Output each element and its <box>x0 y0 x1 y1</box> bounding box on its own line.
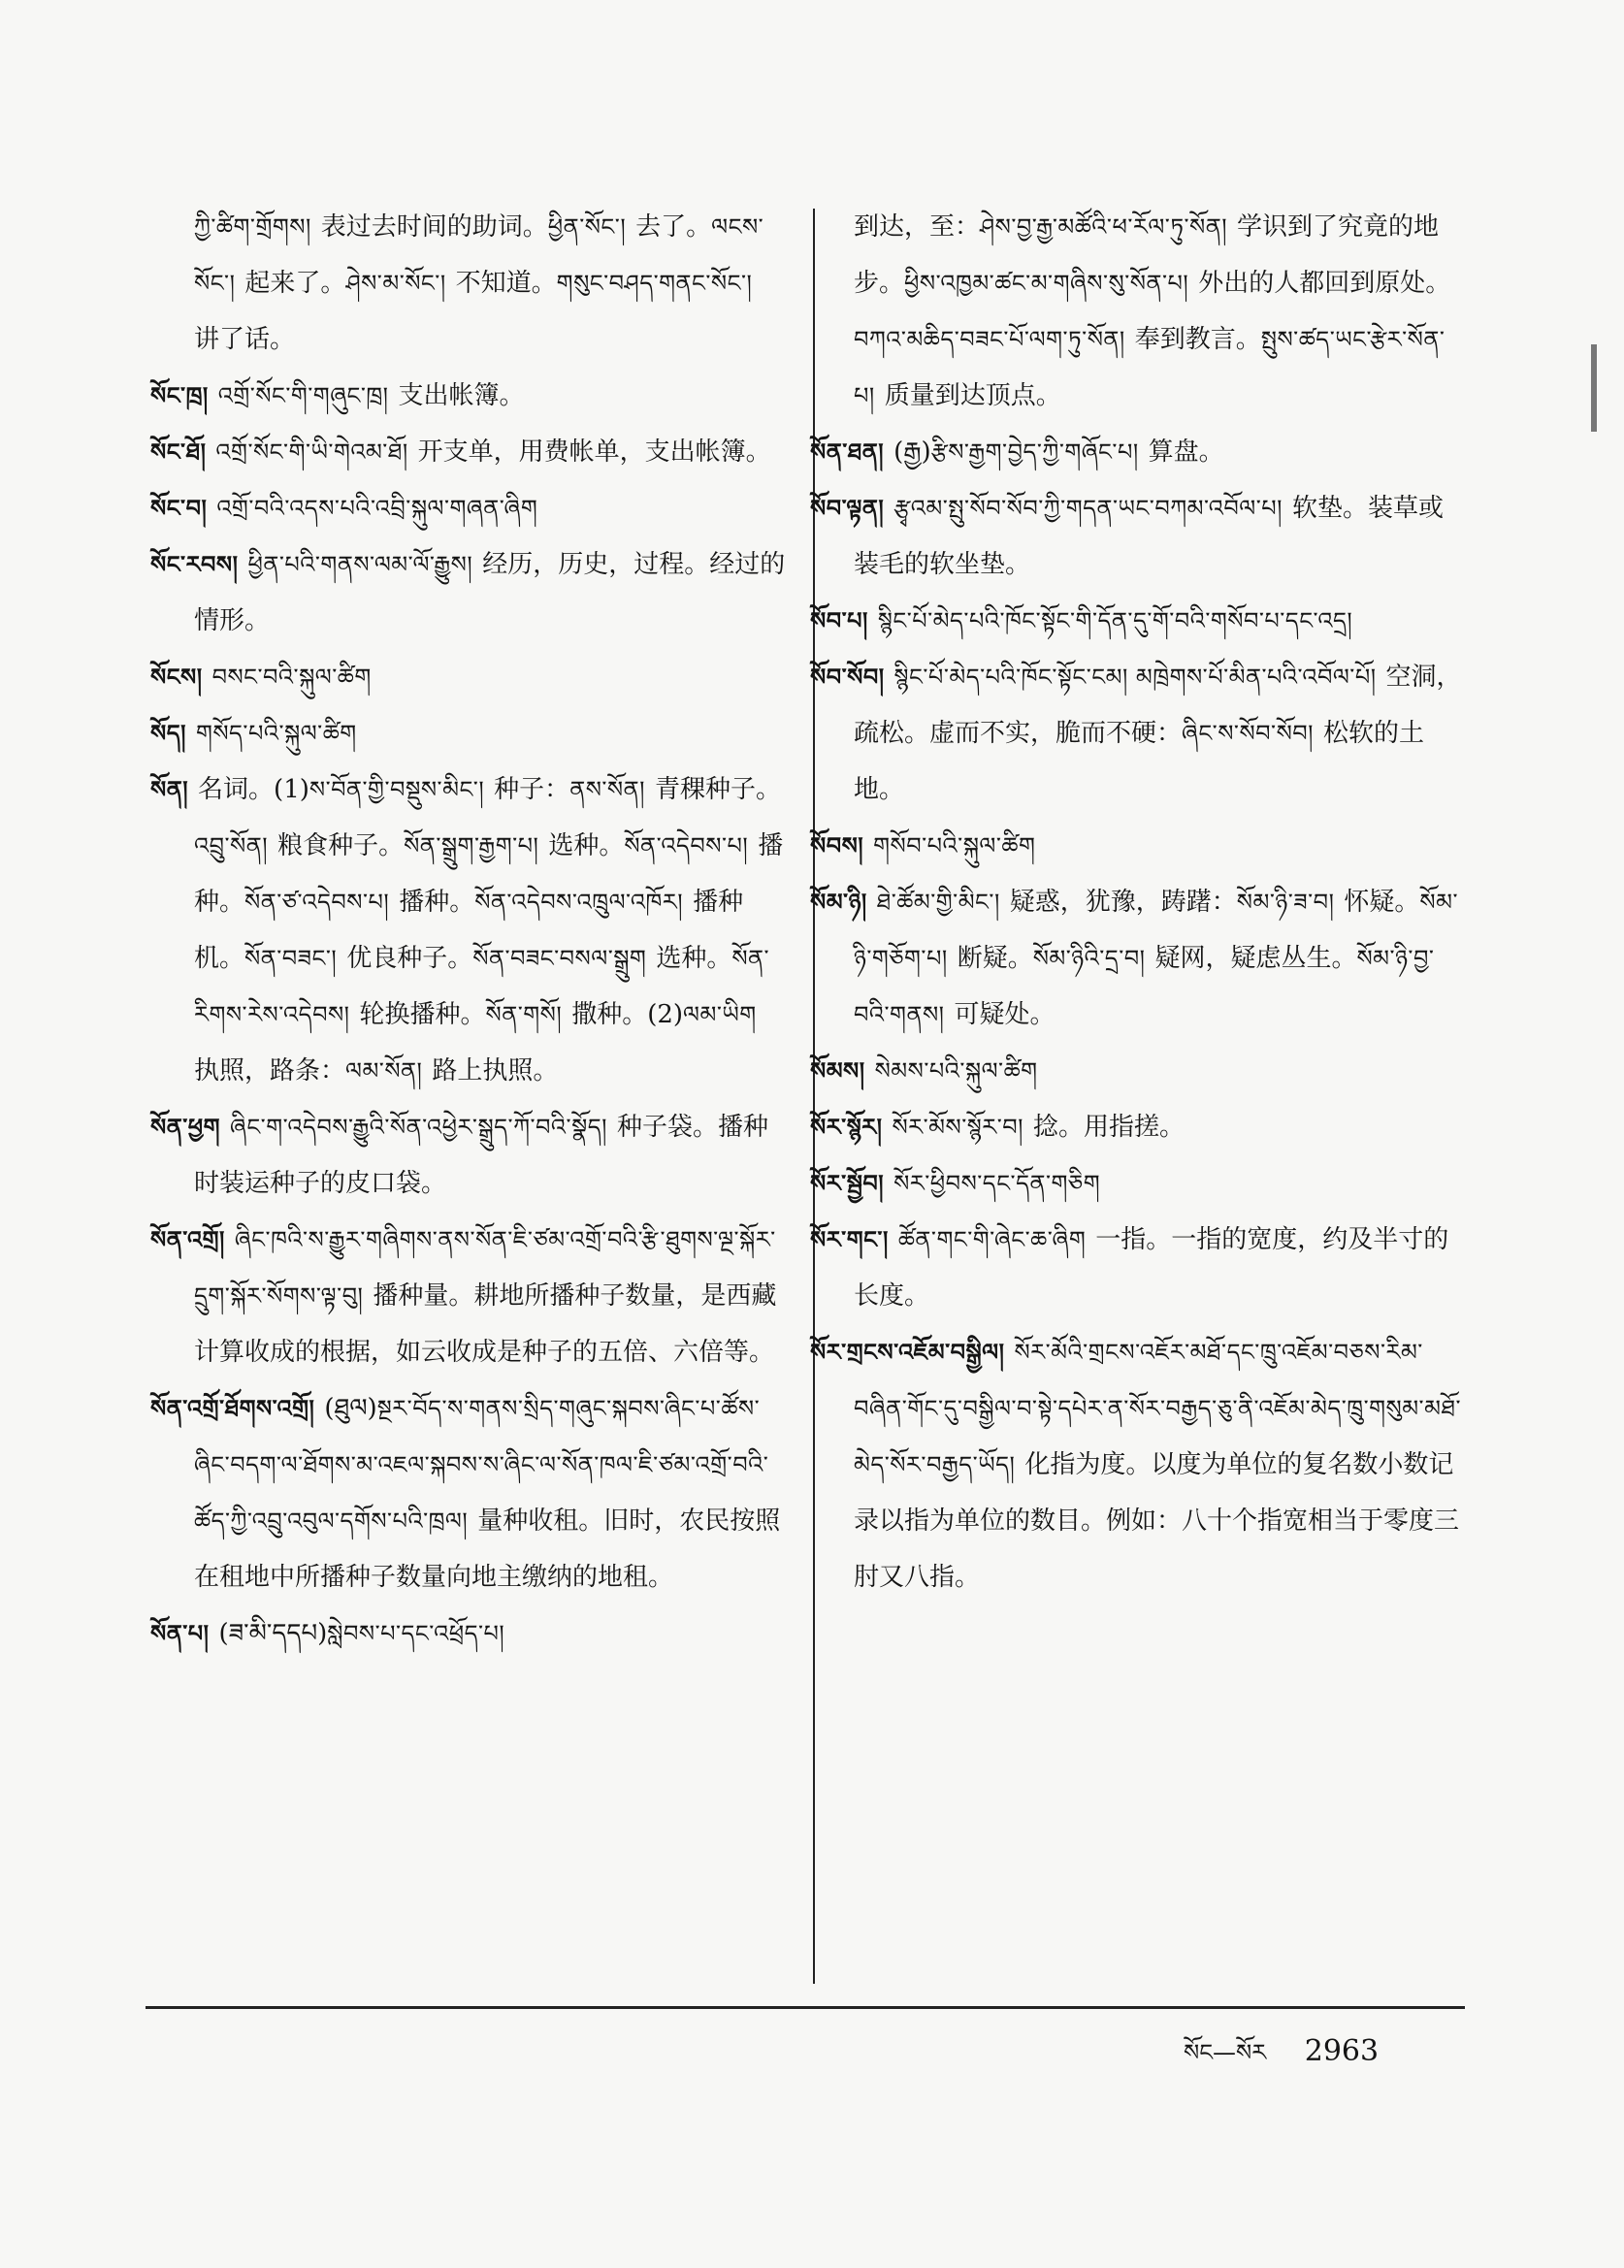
tibetan-text: འབྲུ་སོན། <box>194 832 269 859</box>
chinese-text: 外出的人都回到原处。 <box>1198 269 1451 298</box>
right-column <box>810 199 1465 1605</box>
tibetan-text: སོམ་ཉི་གཅོག་པ། <box>854 889 1459 972</box>
tibetan-text: སྤུས་ཚད་ཡང་རྩེར་སོན་པ། <box>854 326 1445 409</box>
dictionary-entry <box>810 1155 1465 1212</box>
headword: སོབ་སོབ། <box>810 664 885 691</box>
chinese-text: 奉到教言。 <box>1134 325 1261 354</box>
headword: སོང་བ། <box>150 495 208 522</box>
chinese-text: 一指。一指的宽度，约及半寸的长度。 <box>854 1225 1449 1311</box>
tibetan-text: བསང་བའི་སྐུལ་ཚིག <box>211 664 372 691</box>
headword: སོམ་ཉི། <box>810 889 867 916</box>
tibetan-text: སོམ་ཉི་ཟ་བ། <box>1236 889 1335 916</box>
dictionary-entry <box>150 368 786 424</box>
chinese-text: 选种。 <box>656 944 732 973</box>
chinese-text: 表过去时间的助词。 <box>320 212 548 242</box>
chinese-text: 起来了。 <box>244 269 346 298</box>
headword: སོང་ཁྲ། <box>150 382 209 409</box>
dictionary-entry <box>150 761 786 1099</box>
chinese-text: 疑惑，犹豫，踌躇： <box>1009 888 1237 917</box>
tibetan-text: གསོད་པའི་སྐུལ་ཚིག <box>195 720 357 747</box>
margin-mark <box>1591 344 1597 432</box>
chinese-text: 种子袋。播种时装运种子的皮口袋。 <box>194 1113 769 1198</box>
dictionary-entry <box>150 480 786 536</box>
dictionary-entry <box>150 1380 786 1605</box>
chinese-text: 支出帐簿。 <box>398 381 525 410</box>
page-footer <box>1184 2027 1379 2092</box>
tibetan-text: སོར་མོས་སྙོར་བ། <box>892 1114 1023 1141</box>
headword: སོན་འགྲོ་ཐོགས་འགྲོ། <box>150 1395 315 1422</box>
dictionary-entry <box>810 593 1465 649</box>
tibetan-text: འགྲོ་སོང་གི་གཞུང་ཁྲ། <box>217 382 389 409</box>
chinese-text: 松软的土地。 <box>854 719 1424 804</box>
tibetan-text: སོམ་ཉི་བྱ་བའི་གནས། <box>854 945 1435 1028</box>
tibetan-text: ས་བོན་གྱི་བསྡུས་མིང་། <box>309 776 485 803</box>
tibetan-text: སོན་འདེབས་འཁྲུལ་འཁོར། <box>474 889 684 916</box>
headword: སོམས། <box>810 1057 865 1085</box>
chinese-text: 化指为度。以度为单位的复名数小数记录以指为单位的数目。例如：八十个指宽相当于零度三肘又八指。 <box>854 1450 1460 1592</box>
chinese-text: 播种。 <box>194 831 784 917</box>
chinese-text: 不知道。 <box>455 269 557 298</box>
chinese-text: 执照，路条： <box>194 1056 346 1085</box>
headword: སོན། <box>150 776 189 803</box>
tibetan-text: ལམ་སོན། <box>345 1057 423 1085</box>
tibetan-text: ནས་སོན། <box>569 776 645 803</box>
chinese-text: 到达，至： <box>854 212 981 242</box>
tibetan-text: ལམ་ཡིག <box>683 1001 757 1028</box>
tibetan-text: བཀའ་མཆིད་བཟང་པོ་ལག་ཏུ་སོན། <box>854 326 1125 353</box>
chinese-text: 质量到达顶点。 <box>884 381 1061 410</box>
chinese-text: (ཐུལ) <box>324 1394 377 1423</box>
tibetan-text: སོན་གསོ། <box>485 1001 563 1028</box>
headword: སོར་གྲངས་འཇོམ་བསྒྱིལ། <box>810 1339 1005 1366</box>
tibetan-text: སྔར་བོད་ས་གནས་སྲིད་གཞུང་སྐབས་ཞིང་པ་ཚོས་ཞིང་བདག་ལ་ཐོགས་མ་འཇལ་སྐབས་ས་ཞིང་ལ་སོན་ཁལ་ཇི་ཙམ་འགྲོ་བའི་ཚོད་ཀྱི་འབྲུ་འབུལ་དགོས་པའི་ཁྲལ། <box>194 1395 769 1535</box>
headword: སོང་རབས། <box>150 551 239 578</box>
chinese-text: 青稞种子。 <box>654 775 781 804</box>
tibetan-text: སོན་འདེབས་པ། <box>624 832 749 859</box>
headword: སོན་འགྲོ། <box>150 1226 225 1253</box>
headword: སོན་ཕྱག <box>150 1114 221 1141</box>
tibetan-text: ཞིང་ས་སོབ་སོབ། <box>1182 720 1314 747</box>
headword: སོན་པ། <box>150 1620 210 1647</box>
tibetan-text: གསུང་བཤད་གནང་སོང་། <box>556 270 753 297</box>
headword: སོར་གང་། <box>810 1226 889 1253</box>
chinese-text: 种子： <box>494 775 570 804</box>
headword: སོན་ཐན། <box>810 438 885 466</box>
tibetan-text: ཞིང་ཁའི་ས་རྒྱུར་གཞིགས་ནས་སོན་ཇི་ཙམ་འགྲོ་བའི་རྩི་ཐུགས་ལྔ་སྐོར་དྲུག་སྐོར་སོགས་ལྟ་བུ། <box>194 1226 776 1310</box>
tibetan-text: སྙིང་པོ་མེད་པའི་ཁོང་སྟོང་གི་དོན་དུ་གོ་བའི་གསོབ་པ་དང་འདྲ། <box>877 607 1353 634</box>
tibetan-text: རྩྭའམ་སྤུ་སོབ་སོབ་ཀྱི་གདན་ཡང་བཀམ་འབོལ་པ། <box>893 495 1283 522</box>
page-range: སོང—སོར <box>1184 2039 1267 2066</box>
chinese-text: 名词。(1) <box>198 775 309 804</box>
tibetan-text: འགྲོ་བའི་འདས་པའི་འབྲི་སྐུལ་གཞན་ཞིག <box>216 495 538 522</box>
headword: སོངས། <box>150 664 203 691</box>
dictionary-entry <box>810 874 1465 1043</box>
tibetan-text: གསོབ་པའི་སྐུལ་ཚིག <box>873 832 1036 859</box>
chinese-text: 断疑。 <box>957 944 1033 973</box>
column-divider <box>813 209 815 1984</box>
headword: སོད། <box>150 720 186 747</box>
tibetan-text: ཞིང་ག་འདེབས་རྒྱུའི་སོན་འཕྱེར་སྒྲུད་ཀོ་བའི་སྣོད། <box>230 1114 607 1141</box>
dictionary-entry <box>150 1212 786 1380</box>
chinese-text: 去了。 <box>635 212 712 242</box>
dictionary-entry <box>810 1099 1465 1155</box>
dictionary-entry <box>810 1324 1465 1605</box>
tibetan-text: སོན་བཟང་བསལ་སྒྲུག <box>472 945 647 972</box>
dictionary-entry <box>810 424 1465 480</box>
chinese-text: 软垫。装草或装毛的软坐垫。 <box>854 494 1444 579</box>
chinese-text: (རྒྱ) <box>893 437 931 467</box>
chinese-text: 捻。用指搓。 <box>1032 1113 1185 1142</box>
chinese-text: 撒种。(2) <box>571 1000 684 1029</box>
tibetan-text: ཚོན་གང་གི་ཞེང་ཆ་ཞིག <box>897 1226 1087 1253</box>
dictionary-entry <box>810 649 1465 818</box>
chinese-text: 空洞，疏松。虚而不实，脆而不硬： <box>854 663 1462 748</box>
dictionary-entry <box>810 818 1465 874</box>
tibetan-text: རྩིས་རྒྱག་བྱེད་ཀྱི་གཞོང་པ། <box>930 438 1139 466</box>
dictionary-entry <box>194 199 786 368</box>
chinese-text: 优良种子。 <box>346 944 473 973</box>
dictionary-entry <box>150 705 786 761</box>
tibetan-text: སོན་སྒྲུག་རྒྱག་པ། <box>404 832 539 859</box>
tibetan-text: སོན་ཙ་འདེབས་པ། <box>244 889 390 916</box>
headword: སོར་སྙོར། <box>810 1114 883 1141</box>
dictionary-entry <box>150 424 786 480</box>
tibetan-text: སོར་མོའི་གྲངས་འཇོར་མཐོ་དང་ཁྲུ་འཇོམ་བཅས་རིམ་བཞིན་གོང་དུ་བསྒྱིལ་བ་སྟེ་དཔེར་ན་སོར་བརྒྱད་ཅུ་ནི་འཇོམ་མེད་ཁྲུ་གསུམ་མཐོ་མེད་སོར་བརྒྱད་ཡོད། <box>854 1339 1461 1478</box>
tibetan-text: ཕྱིན་པའི་གནས་ལམ་ལོ་རྒྱུས། <box>247 551 473 578</box>
tibetan-text: འགྲོ་སོང་གི་ཡི་གེའམ་ཐོ། <box>215 438 408 466</box>
dictionary-entry <box>150 536 786 649</box>
chinese-text: 播种机。 <box>194 888 744 973</box>
headword: སོབ་ལྟན། <box>810 495 885 522</box>
headword: སོར་སྦྱོབ། <box>810 1170 885 1197</box>
left-column <box>150 199 786 1662</box>
footer-rule <box>146 2006 1465 2009</box>
chinese-text: 开支单，用费帐单，支出帐簿。 <box>417 437 771 467</box>
dictionary-entry <box>810 1043 1465 1099</box>
dictionary-entry <box>150 1099 786 1212</box>
chinese-text: 学识到了究竟的地步。 <box>854 212 1440 298</box>
tibetan-text: ཤེས་བྱ་རྒྱ་མཚོའི་ཕ་རོལ་ཏུ་སོན། <box>980 213 1228 241</box>
chinese-text: 怀疑。 <box>1344 888 1420 917</box>
tibetan-text: ཕྱིས་འཁྱམ་ཚང་མ་གཞིས་སུ་སོན་པ། <box>904 270 1189 297</box>
dictionary-entry <box>854 199 1465 424</box>
chinese-text: 选种。 <box>548 831 625 860</box>
tibetan-text: སོར་ཕྱིབས་དང་དོན་གཅིག <box>893 1170 1101 1197</box>
page-number: 2963 <box>1304 2034 1380 2068</box>
tibetan-text: ཕྱིན་སོང་། <box>547 213 627 241</box>
chinese-text: 经历，历史，过程。经过的情形。 <box>194 550 786 635</box>
tibetan-text: སེམས་པའི་སྐུལ་ཚིག <box>874 1057 1038 1085</box>
chinese-text: 算盘。 <box>1148 437 1224 467</box>
tibetan-text: ཐེ་ཚོམ་གྱི་མིང་། <box>876 889 1000 916</box>
chinese-text: 疑网，疑虑丛生。 <box>1154 944 1357 973</box>
chinese-text: 量种收租。旧时，农民按照在租地中所播种子数量向地主缴纳的地租。 <box>194 1507 781 1592</box>
dictionary-entry <box>150 1605 786 1662</box>
tibetan-text: ཤེས་མ་སོང་། <box>345 270 446 297</box>
chinese-text: 轮换播种。 <box>359 1000 486 1029</box>
tibetan-text: ཀྱི་ཚིག་གྲོགས། <box>194 213 311 241</box>
headword: སོབས། <box>810 832 864 859</box>
tibetan-text: སྙིང་པོ་མེད་པའི་ཁོང་སྟོང་ངམ། མཁྲེགས་པོ་མིན་པའི་འབོལ་པོ། <box>893 664 1377 691</box>
chinese-text: 讲了话。 <box>194 325 296 354</box>
dictionary-entry <box>810 1212 1465 1324</box>
tibetan-text: སོམ་ཉིའི་དྲ་བ། <box>1032 945 1146 972</box>
chinese-text: (ཟ་མི་དདཔ) <box>218 1619 328 1648</box>
tibetan-text: ལངས་སོང་། <box>194 213 764 297</box>
tibetan-text: སོན་བཟང་། <box>244 945 338 972</box>
chinese-text: 播种量。耕地所播种子数量，是西藏计算收成的根据，如云收成是种子的五倍、六倍等。 <box>194 1281 777 1367</box>
headword: སོབ་པ། <box>810 607 868 634</box>
dictionary-entry <box>810 480 1465 593</box>
chinese-text: 路上执照。 <box>432 1056 559 1085</box>
chinese-text: 可疑处。 <box>954 1000 1056 1029</box>
headword: སོང་ཐོ། <box>150 438 207 466</box>
tibetan-text: སོན་རིགས་རེས་འདེབས། <box>194 945 770 1028</box>
chinese-text: 播种。 <box>399 888 475 917</box>
dictionary-entry <box>150 649 786 705</box>
tibetan-text: སླེབས་པ་དང་འཕྲོད་པ། <box>327 1620 505 1647</box>
chinese-text: 粮食种子。 <box>277 831 405 860</box>
